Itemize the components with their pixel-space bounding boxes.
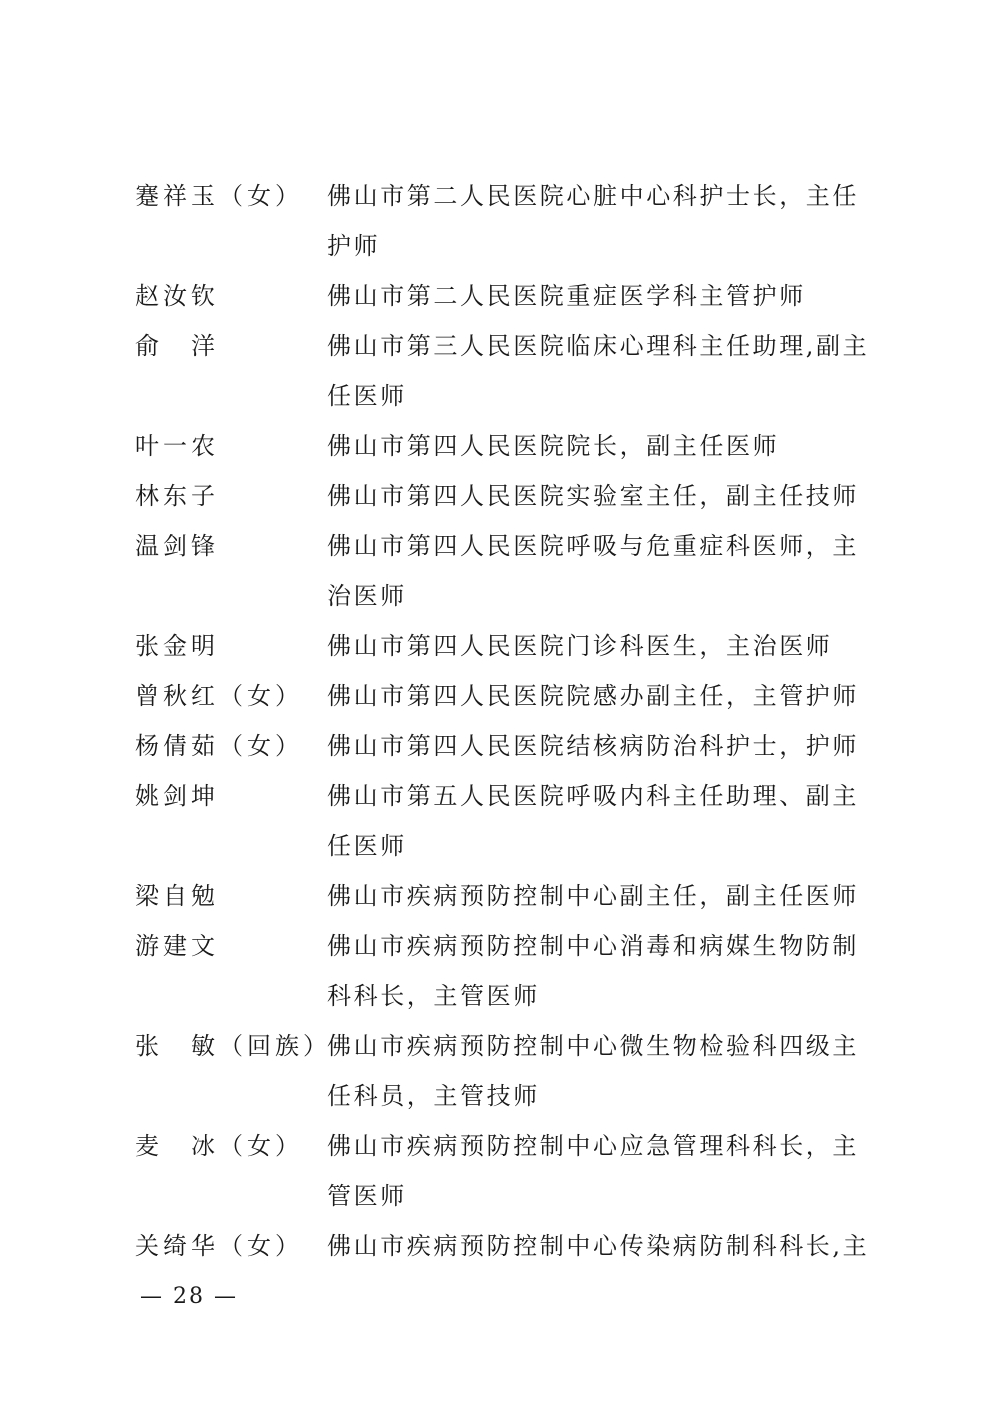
person-name: 杨倩茹（女） <box>135 732 303 760</box>
person-name: 姚剑坤 <box>135 782 219 810</box>
person-title: 佛山市第四人民医院院长，副主任医师 <box>327 432 780 460</box>
person-name: 关绮华（女） <box>135 1232 303 1260</box>
list-item <box>0 471 1000 521</box>
person-title: 佛山市第四人民医院呼吸与危重症科医师，主治医师 <box>327 532 859 610</box>
person-title: 佛山市第四人民医院实验室主任，副主任技师 <box>327 482 859 510</box>
list-item <box>0 521 1000 621</box>
person-name: 林东子 <box>135 482 219 510</box>
person-title: 佛山市疾病预防控制中心微生物检验科四级主任科员，主管技师 <box>327 1032 859 1110</box>
awardee-list <box>0 171 1000 1271</box>
person-title: 佛山市第三人民医院临床心理科主任助理,副主任医师 <box>327 332 870 410</box>
list-item <box>0 1221 1000 1271</box>
person-name: 曾秋红（女） <box>135 682 303 710</box>
person-name: 蹇祥玉（女） <box>135 182 303 210</box>
person-title: 佛山市第二人民医院心脏中心科护士长，主任护师 <box>327 182 859 260</box>
list-item <box>0 771 1000 871</box>
person-name: 麦 冰（女） <box>135 1132 303 1160</box>
list-item <box>0 671 1000 721</box>
list-item <box>0 171 1000 271</box>
list-item <box>0 321 1000 421</box>
list-item <box>0 621 1000 671</box>
person-title: 佛山市疾病预防控制中心应急管理科科长，主管医师 <box>327 1132 859 1210</box>
person-title: 佛山市疾病预防控制中心消毒和病媒生物防制科科长，主管医师 <box>327 932 859 1010</box>
person-title: 佛山市第四人民医院结核病防治科护士，护师 <box>327 732 859 760</box>
list-item <box>0 871 1000 921</box>
person-name: 叶一农 <box>135 432 219 460</box>
list-item <box>0 721 1000 771</box>
person-name: 游建文 <box>135 932 219 960</box>
person-name: 温剑锋 <box>135 532 219 560</box>
person-name: 张金明 <box>135 632 219 660</box>
person-title: 佛山市疾病预防控制中心副主任，副主任医师 <box>327 882 859 910</box>
person-title: 佛山市第四人民医院门诊科医生，主治医师 <box>327 632 833 660</box>
page-number: — 28 — <box>140 1284 238 1309</box>
list-item <box>0 271 1000 321</box>
person-title: 佛山市第五人民医院呼吸内科主任助理、副主任医师 <box>327 782 859 860</box>
person-name: 梁自勉 <box>135 882 219 910</box>
list-item <box>0 421 1000 471</box>
list-item <box>0 921 1000 1021</box>
person-name: 张 敏（回族） <box>135 1032 331 1060</box>
list-item <box>0 1021 1000 1121</box>
person-title: 佛山市疾病预防控制中心传染病防制科科长,主 <box>327 1232 870 1260</box>
person-name: 俞 洋 <box>135 332 219 360</box>
person-name: 赵汝钦 <box>135 282 219 310</box>
person-title: 佛山市第二人民医院重症医学科主管护师 <box>327 282 806 310</box>
person-title: 佛山市第四人民医院院感办副主任，主管护师 <box>327 682 859 710</box>
list-item <box>0 1121 1000 1221</box>
